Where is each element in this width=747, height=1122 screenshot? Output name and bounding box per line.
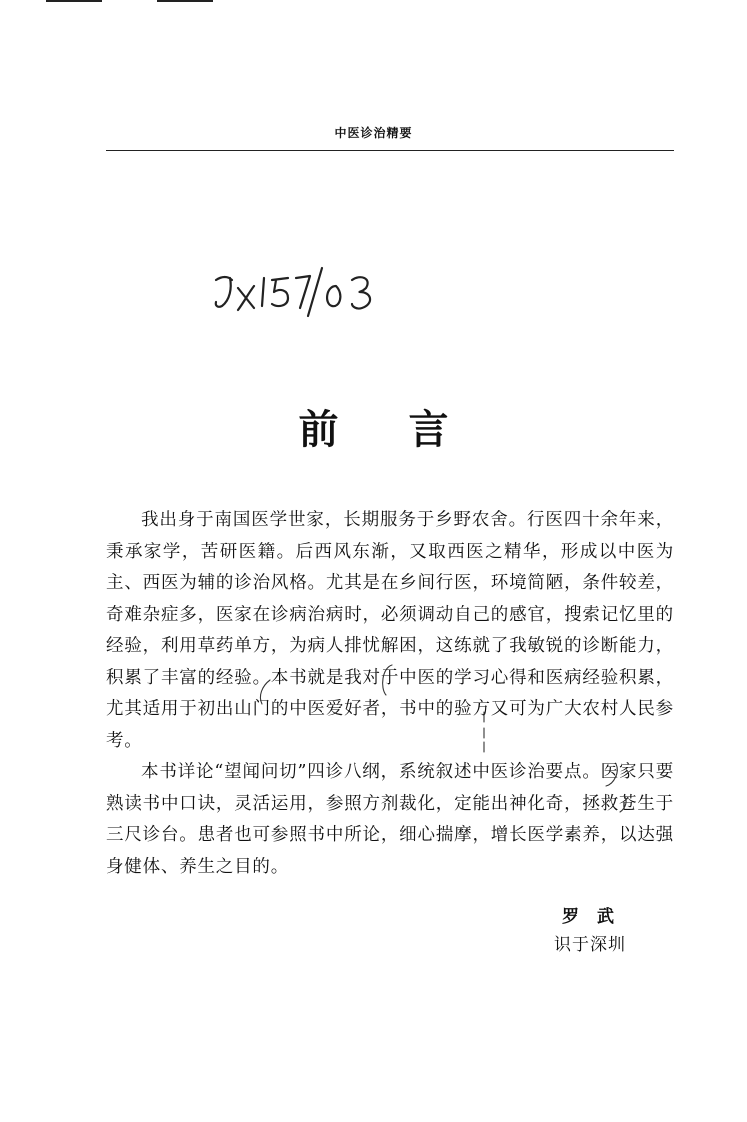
top-margin-mark-right (157, 0, 213, 2)
header-rule (106, 150, 674, 151)
author-name: 罗武 (562, 907, 632, 927)
top-margin-mark-left (46, 0, 102, 2)
page-title: 前言 (298, 407, 519, 453)
signature-place: 识于深圳 (554, 935, 626, 955)
handwritten-catalog-code (212, 258, 392, 318)
signature-block (520, 903, 670, 959)
running-header: 中医诊治精要 (334, 126, 413, 140)
preface-body (106, 505, 674, 883)
preface-paragraph: 本书详论“望闻问切”四诊八纲，系统叙述中医诊治要点。医家只要熟读书中口诀，灵活运用，参照方剂裁化，定能出神化奇，拯救苍生于三尺诊台。患者也可参照书中所论，细心揣摩，增长医学素养，以达强身健体、养生之目的。 (106, 762, 674, 877)
preface-paragraph: 我出身于南国医学世家，长期服务于乡野农舍。行医四十余年来，秉承家学，苦研医籍。后西风东渐，又取西医之精华，形成以中医为主、西医为辅的诊治风格。尤其是在乡间行医，环境简陋，条件较差，奇难杂症多，医家在诊病治病时，必须调动自己的感官，搜索记忆里的经验，利用草药单方，为病人排忧解困，这练就了我敏锐的诊断能力，积累了丰富的经验。本书就是我对于中医的学习心得和医病经验积累，尤其适用于初出山门的中医爱好者，书中的验方又可为广大农村人民参考。 (106, 510, 674, 751)
